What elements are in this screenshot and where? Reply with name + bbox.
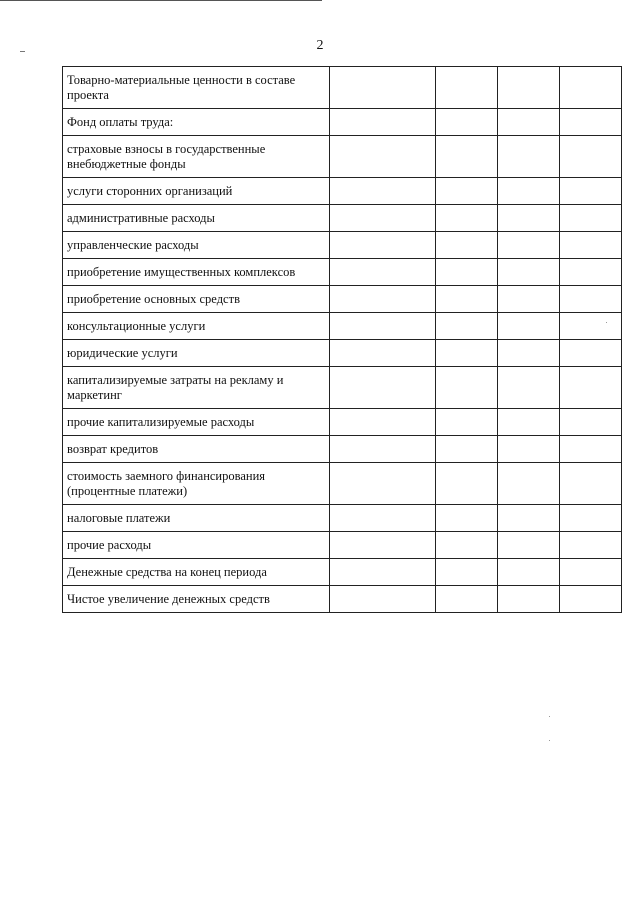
- value-cell: [436, 436, 498, 463]
- value-cell: [498, 340, 560, 367]
- table-row: [63, 205, 622, 232]
- value-cell: [330, 532, 436, 559]
- value-cell: [436, 232, 498, 259]
- value-cell: [330, 436, 436, 463]
- row-label: Фонд оплаты труда:: [63, 109, 330, 136]
- value-cell: [330, 67, 436, 109]
- value-cell: [498, 313, 560, 340]
- value-cell: [330, 286, 436, 313]
- value-cell: [498, 178, 560, 205]
- value-cell: [436, 313, 498, 340]
- value-cell: [560, 559, 622, 586]
- row-label: стоимость заемного финансирования (процентные платежи): [63, 463, 330, 505]
- value-cell: [560, 286, 622, 313]
- value-cell: [330, 409, 436, 436]
- scan-speck: [549, 716, 550, 717]
- value-cell: [498, 109, 560, 136]
- table-row: [63, 586, 622, 613]
- table-row: [63, 109, 622, 136]
- value-cell: [330, 313, 436, 340]
- value-cell: [330, 205, 436, 232]
- table-row: [63, 313, 622, 340]
- table-row: [63, 136, 622, 178]
- value-cell: [498, 463, 560, 505]
- table-row: [63, 463, 622, 505]
- value-cell: [330, 463, 436, 505]
- value-cell: [498, 367, 560, 409]
- scan-edge-line: [0, 0, 322, 1]
- value-cell: [498, 586, 560, 613]
- value-cell: [330, 586, 436, 613]
- value-cell: [436, 259, 498, 286]
- table-row: [63, 286, 622, 313]
- value-cell: [498, 505, 560, 532]
- value-cell: [330, 340, 436, 367]
- value-cell: [560, 205, 622, 232]
- value-cell: [436, 178, 498, 205]
- value-cell: [436, 505, 498, 532]
- value-cell: [560, 232, 622, 259]
- row-label: страховые взносы в государственные внебюджетные фонды: [63, 136, 330, 178]
- value-cell: [498, 559, 560, 586]
- value-cell: [330, 136, 436, 178]
- value-cell: [560, 340, 622, 367]
- row-label: прочие расходы: [63, 532, 330, 559]
- value-cell: [436, 367, 498, 409]
- value-cell: [330, 559, 436, 586]
- scan-speck: [549, 740, 550, 741]
- value-cell: [560, 313, 622, 340]
- value-cell: [330, 505, 436, 532]
- value-cell: [560, 436, 622, 463]
- value-cell: [436, 559, 498, 586]
- value-cell: [498, 286, 560, 313]
- value-cell: [498, 409, 560, 436]
- value-cell: [560, 109, 622, 136]
- value-cell: [330, 367, 436, 409]
- value-cell: [498, 232, 560, 259]
- value-cell: [498, 67, 560, 109]
- row-label: услуги сторонних организаций: [63, 178, 330, 205]
- value-cell: [498, 205, 560, 232]
- value-cell: [330, 178, 436, 205]
- table-row: [63, 340, 622, 367]
- scan-speck: [606, 322, 607, 323]
- table-row: [63, 367, 622, 409]
- value-cell: [560, 463, 622, 505]
- row-label: приобретение основных средств: [63, 286, 330, 313]
- table-row: [63, 409, 622, 436]
- row-label: Денежные средства на конец периода: [63, 559, 330, 586]
- budget-table: [62, 66, 622, 613]
- table-row: [63, 532, 622, 559]
- value-cell: [560, 136, 622, 178]
- value-cell: [436, 286, 498, 313]
- value-cell: [560, 505, 622, 532]
- row-label: Товарно-материальные ценности в составе проекта: [63, 67, 330, 109]
- value-cell: [560, 532, 622, 559]
- row-label: возврат кредитов: [63, 436, 330, 463]
- value-cell: [560, 178, 622, 205]
- row-label: административные расходы: [63, 205, 330, 232]
- value-cell: [560, 67, 622, 109]
- value-cell: [436, 340, 498, 367]
- table-row: [63, 178, 622, 205]
- value-cell: [436, 532, 498, 559]
- value-cell: [436, 409, 498, 436]
- value-cell: [560, 409, 622, 436]
- table-row: [63, 436, 622, 463]
- value-cell: [436, 136, 498, 178]
- row-label: прочие капитализируемые расходы: [63, 409, 330, 436]
- table-row: [63, 505, 622, 532]
- value-cell: [498, 436, 560, 463]
- row-label: приобретение имущественных комплексов: [63, 259, 330, 286]
- table-row: [63, 67, 622, 109]
- row-label: управленческие расходы: [63, 232, 330, 259]
- value-cell: [560, 259, 622, 286]
- value-cell: [498, 136, 560, 178]
- table-row: [63, 232, 622, 259]
- value-cell: [560, 367, 622, 409]
- value-cell: [560, 586, 622, 613]
- value-cell: [436, 586, 498, 613]
- value-cell: [330, 232, 436, 259]
- table-row: [63, 559, 622, 586]
- value-cell: [436, 67, 498, 109]
- row-label: юридические услуги: [63, 340, 330, 367]
- value-cell: [436, 109, 498, 136]
- table-row: [63, 259, 622, 286]
- value-cell: [436, 463, 498, 505]
- value-cell: [330, 109, 436, 136]
- page-number: 2: [316, 38, 324, 53]
- value-cell: [436, 205, 498, 232]
- value-cell: [330, 259, 436, 286]
- value-cell: [498, 532, 560, 559]
- row-label: Чистое увеличение денежных средств: [63, 586, 330, 613]
- row-label: капитализируемые затраты на рекламу и маркетинг: [63, 367, 330, 409]
- value-cell: [498, 259, 560, 286]
- row-label: налоговые платежи: [63, 505, 330, 532]
- row-label: консультационные услуги: [63, 313, 330, 340]
